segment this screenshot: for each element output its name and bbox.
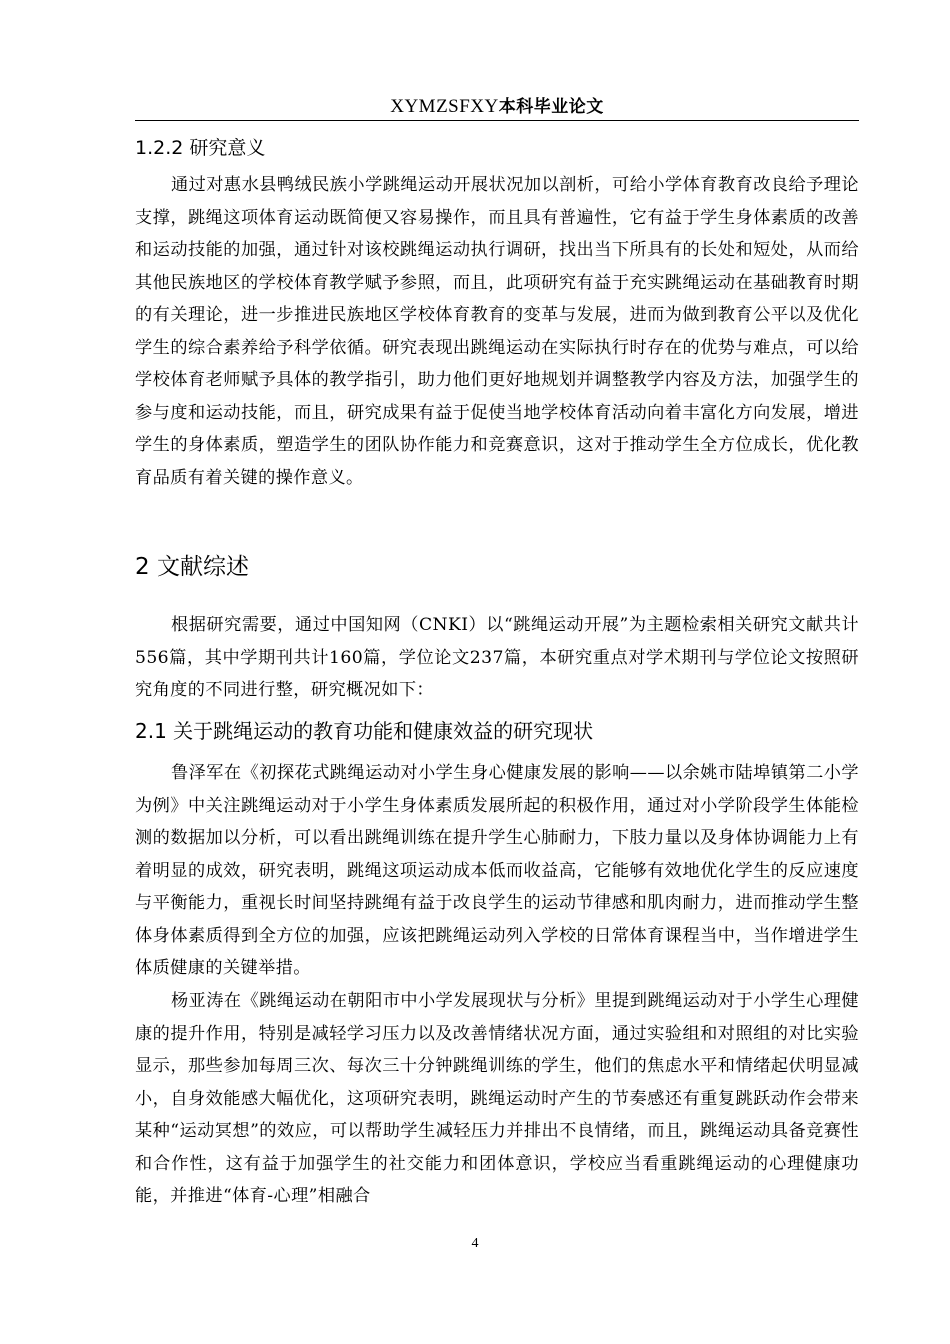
running-header: [135, 94, 859, 119]
paragraph-yang-yatao: 杨亚涛在《跳绳运动在朝阳市中小学发展现状与分析》里提到跳绳运动对于小学生心理健康的提升作用，特别是减轻学习压力以及改善情绪状况方面，通过实验组和对照组的对比实验显示，那些参加每周三次、每次三十分钟跳绳训练的学生，他们的焦虑水平和情绪起伏明显减小，自身效能感大幅优化，这项研究表明，跳绳运动时产生的节奏感还有重复跳跃动作会带来某种“运动冥想”的效应，可以帮助学生减轻压力并排出不良情绪，而且，跳绳运动具备竞赛性和合作性，这有益于加强学生的社交能力和团体意识，学校应当看重跳绳运动的心理健康功能，并推进“体育-心理”相融合: [135, 991, 859, 1206]
section-heading-1-2-2: 1.2.2 研究意义: [135, 137, 266, 159]
paragraph-lu-zejun: 鲁泽军在《初探花式跳绳运动对小学生身心健康发展的影响——以余姚市陆埠镇第二小学为例》中关注跳绳运动对于小学生身体素质发展所起的积极作用，通过对小学阶段学生体能检测的数据加以分析，可以看出跳绳训练在提升学生心肺耐力，下肢力量以及身体协调能力上有着明显的成效，研究表明，跳绳这项运动成本低而收益高，它能够有效地优化学生的反应速度与平衡能力，重视长时间坚持跳绳有益于改良学生的运动节律感和肌肉耐力，进而推动学生整体身体素质得到全方位的加强，应该把跳绳运动列入学校的日常体育课程当中，当作增进学生体质健康的关键举措。: [135, 763, 859, 978]
paragraph-literature-intro: 根据研究需要，通过中国知网（CNKI）以“跳绳运动开展”为主题检索相关研究文献共计556篇，其中学期刊共计160篇，学位论文237篇，本研究重点对学术期刊与学位论文按照研究角度的不同进行整，研究概况如下：: [135, 615, 859, 700]
section-heading-2: 2 文献综述: [135, 554, 249, 580]
header-code: XYMZSFXY: [390, 96, 499, 117]
page-number: 4: [471, 1236, 479, 1251]
section-heading-2-1: 2.1 关于跳绳运动的教育功能和健康效益的研究现状: [135, 719, 594, 743]
header-rule: [135, 120, 859, 121]
header-title: 本科毕业论文: [498, 97, 604, 117]
paragraph-research-significance: 通过对惠水县鸭绒民族小学跳绳运动开展状况加以剖析，可给小学体育教育改良给予理论支撑，跳绳这项体育运动既简便又容易操作，而且具有普遍性，它有益于学生身体素质的改善和运动技能的加强，通过针对该校跳绳运动执行调研，找出当下所具有的长处和短处，从而给其他民族地区的学校体育教学赋予参照，而且，此项研究有益于充实跳绳运动在基础教育时期的有关理论，进一步推进民族地区学校体育教育的变革与发展，进而为做到教育公平以及优化学生的综合素养给予科学依循。研究表现出跳绳运动在实际执行时存在的优势与难点，可以给学校体育老师赋予具体的教学指引，助力他们更好地规划并调整教学内容及方法，加强学生的参与度和运动技能，而且，研究成果有益于促使当地学校体育活动向着丰富化方向发展，增进学生的身体素质，塑造学生的团队协作能力和竞赛意识，这对于推动学生全方位成长，优化教育品质有着关键的操作意义。: [135, 175, 859, 488]
